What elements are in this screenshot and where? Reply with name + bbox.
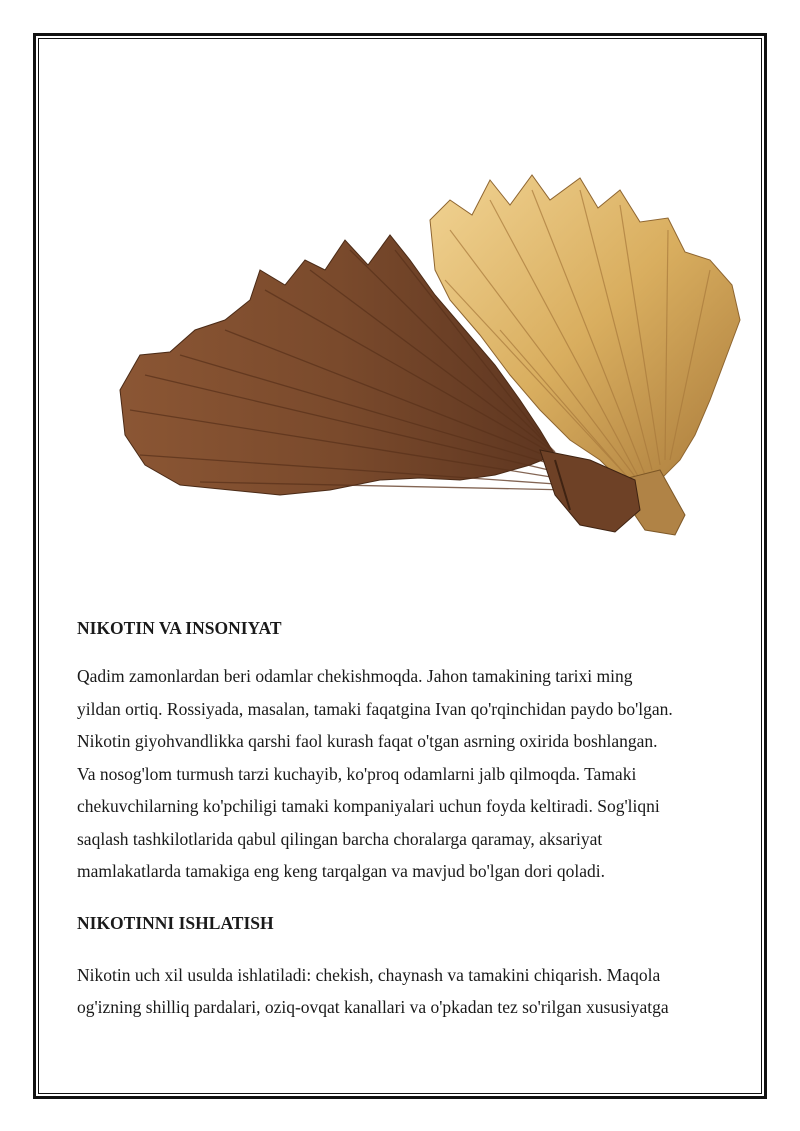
document-body xyxy=(77,612,737,1024)
section-paragraph-insoniyat xyxy=(77,660,737,888)
section-paragraph-ishlatish xyxy=(77,959,737,1024)
paragraph-line: Nikotin uch xil usulda ishlatiladi: chekish, chaynash va tamakini chiqarish. Maqola xyxy=(77,964,661,985)
paragraph-line: Qadim zamonlardan beri odamlar chekishmoqda. Jahon tamakining tarixi ming xyxy=(77,666,633,686)
tobacco-leaves-illustration xyxy=(100,160,760,560)
paragraph-line: yildan ortiq. Rossiyada, masalan, tamaki faqatgina Ivan qo'rqinchidan paydo bo'lgan. xyxy=(77,698,673,719)
paragraph-line: Va nosog'lom turmush tarzi kuchayib, ko'proq odamlarni jalb qilmoqda. Tamaki xyxy=(77,763,637,784)
section-heading-nikotin-va-insoniyat: NIKOTIN VA INSONIYAT xyxy=(77,618,282,638)
paragraph-line: chekuvchilarning ko'pchiligi tamaki kompaniyalari uchun foyda keltiradi. Sog'liqni xyxy=(77,796,660,816)
section-heading-nikotinni-ishlatish: NIKOTINNI ISHLATISH xyxy=(77,912,274,933)
paragraph-line: Nikotin giyohvandlikka qarshi faol kurash faqat o'tgan asrning oxirida boshlangan. xyxy=(77,731,658,751)
paragraph-line: saqlash tashkilotlarida qabul qilingan barcha choralarga qaramay, aksariyat xyxy=(77,828,603,849)
paragraph-line: og'izning shilliq pardalari, oziq-ovqat kanallari va o'pkadan tez so'rilgan xususiyatga xyxy=(77,997,669,1017)
paragraph-line: mamlakatlarda tamakiga eng keng tarqalgan va mavjud bo'lgan dori qoladi. xyxy=(77,861,605,881)
